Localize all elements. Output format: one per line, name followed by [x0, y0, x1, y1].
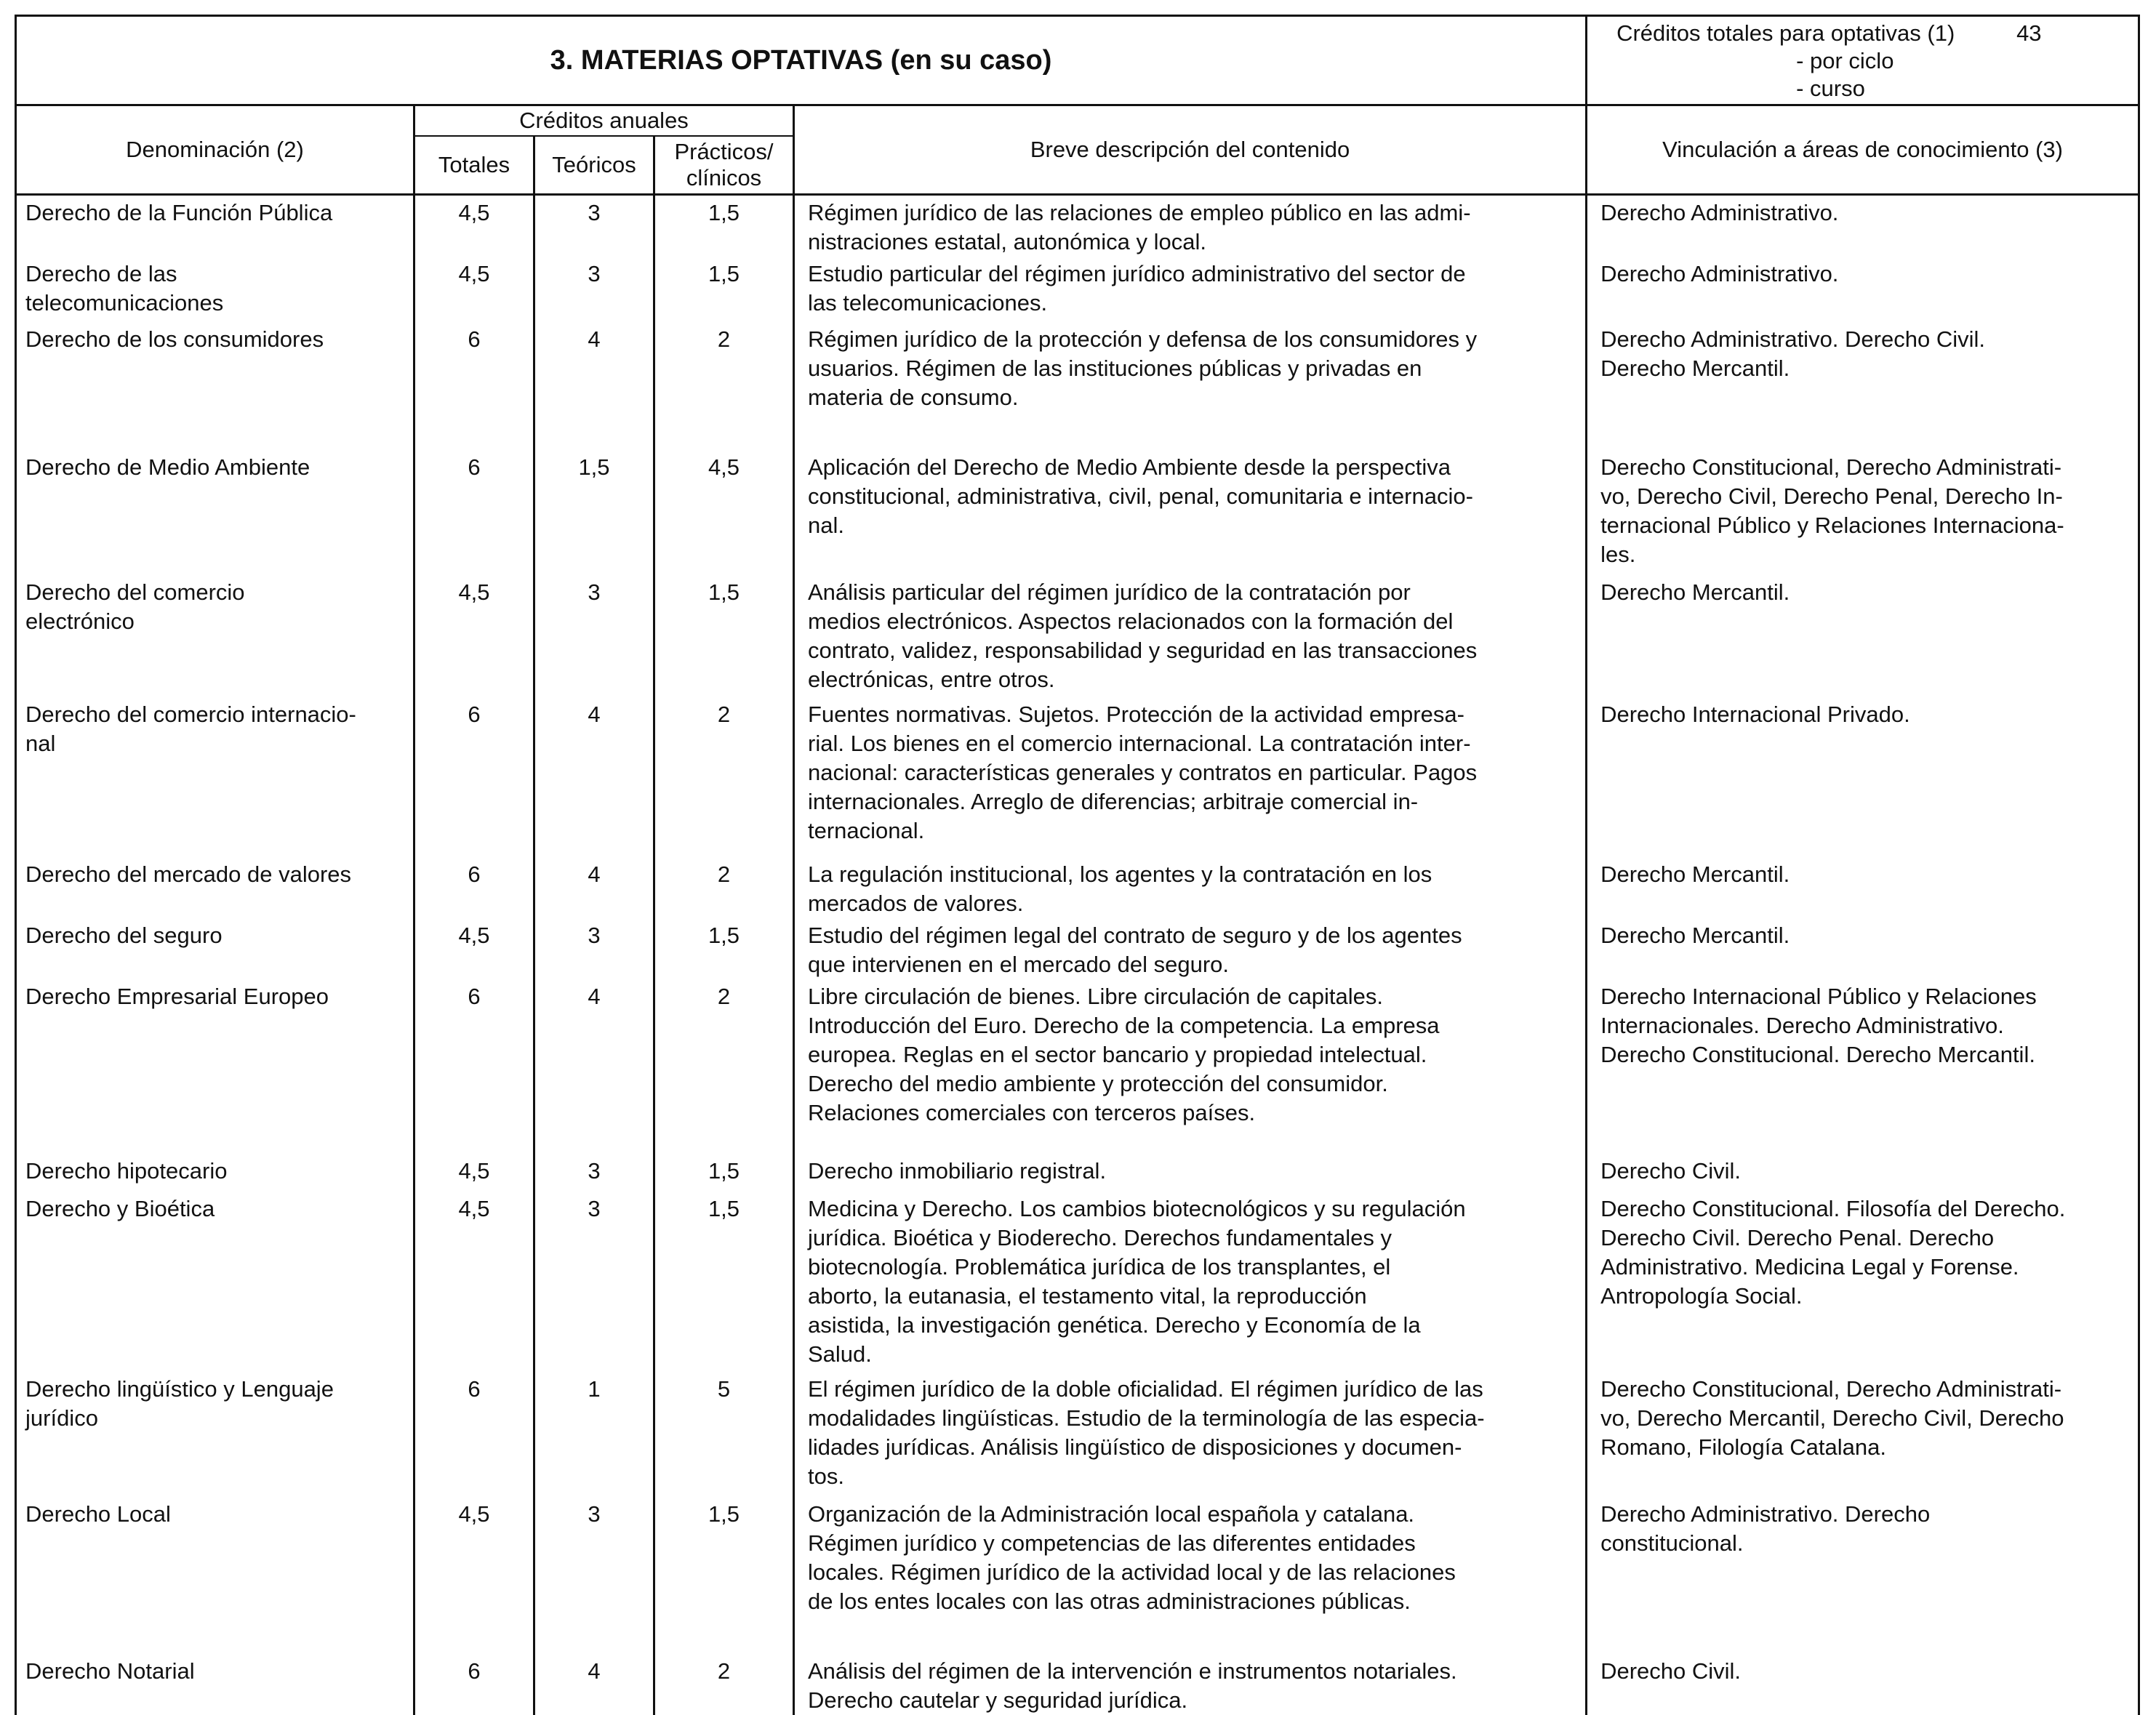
row-creditos-teoricos: 3: [535, 921, 653, 950]
row-creditos-practicos: 2: [655, 700, 793, 729]
row-descripcion: Organización de la Administración local española y catalana. Régimen jurídico y competencias de las diferentes entidades locales. Régimen jurídico de la actividad local y de las relaciones de los entes locales con las otras administraciones públicas.: [808, 1500, 1575, 1616]
table-row: [16, 697, 2139, 857]
row-creditos-practicos: 1,5: [655, 578, 793, 607]
table-row: [16, 1192, 2139, 1372]
row-vinculacion: Derecho Mercantil.: [1600, 921, 2131, 950]
row-descripcion: Medicina y Derecho. Los cambios biotecnológicos y su regulación jurídica. Bioética y Bioderecho. Derechos fundamentales y biotecnología. Problemática jurídica de los transplantes, el aborto, la eutanasia, el testamento vital, la reproducción asistida, la investigación genética. Derecho y Economía de la Salud.: [808, 1194, 1575, 1369]
row-descripcion: Análisis particular del régimen jurídico de la contratación por medios electrónicos. Aspectos relacionados con la formación del contrato, validez, responsabilidad y seguridad en las transacciones electrónicas, entre otros.: [808, 578, 1575, 694]
curso-label: - curso: [1587, 75, 2138, 103]
table-row: [16, 450, 2139, 575]
row-creditos-totales: 6: [415, 860, 533, 889]
row-creditos-teoricos: 3: [535, 578, 653, 607]
document-page: [15, 15, 2138, 1715]
row-creditos-totales: 4,5: [415, 1157, 533, 1186]
table-row: [16, 857, 2139, 918]
row-denominacion: Derecho del comercio electrónico: [25, 578, 413, 636]
row-creditos-teoricos: 4: [535, 860, 653, 889]
col-header-denominacion: Denominación (2): [16, 105, 414, 195]
row-denominacion: Derecho Notarial: [25, 1657, 413, 1686]
row-descripcion: Libre circulación de bienes. Libre circulación de capitales. Introducción del Euro. Derecho de la competencia. La empresa europea. Reglas en el sector bancario y propiedad intelectual. Derecho del medio ambiente y protección del consumidor. Relaciones comerciales con terceros países.: [808, 982, 1575, 1128]
row-descripcion: Análisis del régimen de la intervención e instrumentos notariales. Derecho cautelar y seguridad jurídica.: [808, 1657, 1575, 1715]
row-creditos-teoricos: 3: [535, 198, 653, 228]
table-row: [16, 322, 2139, 450]
row-descripcion: Régimen jurídico de la protección y defensa de los consumidores y usuarios. Régimen de las instituciones públicas y privadas en materia de consumo.: [808, 325, 1575, 412]
title-row: [16, 16, 2139, 105]
row-denominacion: Derecho de la Función Pública: [25, 198, 413, 228]
col-header-teoricos: Teóricos: [534, 136, 654, 195]
col-header-vinculacion: Vinculación a áreas de conocimiento (3): [1587, 105, 2139, 195]
row-denominacion: Derecho del comercio internacio- nal: [25, 700, 413, 758]
table-row: [16, 1372, 2139, 1497]
row-creditos-teoricos: 1: [535, 1375, 653, 1404]
row-creditos-totales: 6: [415, 982, 533, 1011]
row-denominacion: Derecho lingüístico y Lenguaje jurídico: [25, 1375, 413, 1433]
row-descripcion: Estudio particular del régimen jurídico administrativo del sector de las telecomunicaciones.: [808, 260, 1575, 318]
row-vinculacion: Derecho Civil.: [1600, 1657, 2131, 1686]
col-header-practicos: Prácticos/ clínicos: [654, 136, 794, 195]
row-vinculacion: Derecho Internacional Privado.: [1600, 700, 2131, 729]
row-creditos-practicos: 5: [655, 1375, 793, 1404]
row-vinculacion: Derecho Constitucional, Derecho Administrati- vo, Derecho Mercantil, Derecho Civil, Derecho Romano, Filología Catalana.: [1600, 1375, 2131, 1462]
row-creditos-practicos: 1,5: [655, 198, 793, 228]
creditos-totales-label: Créditos totales para optativas (1): [1616, 20, 1955, 46]
table-row: [16, 979, 2139, 1154]
table-body: [16, 195, 2139, 1715]
row-vinculacion: Derecho Administrativo.: [1600, 198, 2131, 228]
row-denominacion: Derecho y Bioética: [25, 1194, 413, 1224]
row-creditos-practicos: 1,5: [655, 260, 793, 289]
header-row-top: [16, 105, 2139, 137]
row-vinculacion: Derecho Administrativo.: [1600, 260, 2131, 289]
row-creditos-practicos: 1,5: [655, 1157, 793, 1186]
row-descripcion: Estudio del régimen legal del contrato de seguro y de los agentes que intervienen en el mercado del seguro.: [808, 921, 1575, 979]
row-creditos-totales: 4,5: [415, 1500, 533, 1529]
row-creditos-teoricos: 4: [535, 982, 653, 1011]
row-creditos-totales: 6: [415, 1657, 533, 1686]
row-creditos-practicos: 2: [655, 860, 793, 889]
row-creditos-practicos: 1,5: [655, 1194, 793, 1224]
row-creditos-totales: 6: [415, 700, 533, 729]
row-denominacion: Derecho Empresarial Europeo: [25, 982, 413, 1011]
row-creditos-teoricos: 3: [535, 260, 653, 289]
row-descripcion: Fuentes normativas. Sujetos. Protección de la actividad empresa- rial. Los bienes en el comercio internacional. La contratación inter- nacional: características generales y contratos en particular. Pagos internacionales. Arreglo de diferencias; arbitraje comercial in- ternacional.: [808, 700, 1575, 846]
table-row: [16, 195, 2139, 257]
table-row: [16, 1654, 2139, 1715]
row-vinculacion: Derecho Constitucional. Filosofía del Derecho. Derecho Civil. Derecho Penal. Derecho Administrativo. Medicina Legal y Forense. Antropología Social.: [1600, 1194, 2131, 1311]
table-row: [16, 1497, 2139, 1654]
col-header-descripcion: Breve descripción del contenido: [794, 105, 1587, 195]
row-denominacion: Derecho de las telecomunicaciones: [25, 260, 413, 318]
row-creditos-totales: 4,5: [415, 1194, 533, 1224]
por-ciclo-label: - por ciclo: [1587, 47, 2138, 75]
row-denominacion: Derecho de Medio Ambiente: [25, 453, 413, 482]
row-creditos-totales: 6: [415, 325, 533, 354]
row-creditos-teoricos: 4: [535, 700, 653, 729]
row-creditos-teoricos: 3: [535, 1194, 653, 1224]
row-vinculacion: Derecho Internacional Público y Relaciones Internacionales. Derecho Administrativo. Derecho Constitucional. Derecho Mercantil.: [1600, 982, 2131, 1069]
row-vinculacion: Derecho Civil.: [1600, 1157, 2131, 1186]
row-descripcion: Derecho inmobiliario registral.: [808, 1157, 1575, 1186]
row-vinculacion: Derecho Mercantil.: [1600, 860, 2131, 889]
row-denominacion: Derecho Local: [25, 1500, 413, 1529]
row-creditos-totales: 4,5: [415, 921, 533, 950]
row-vinculacion: Derecho Constitucional, Derecho Administrati- vo, Derecho Civil, Derecho Penal, Derecho In- ternacional Público y Relaciones Internaciona- les.: [1600, 453, 2131, 569]
row-creditos-teoricos: 4: [535, 1657, 653, 1686]
table-row: [16, 575, 2139, 697]
row-creditos-totales: 4,5: [415, 198, 533, 228]
row-vinculacion: Derecho Mercantil.: [1600, 578, 2131, 607]
materias-optativas-table: [15, 15, 2140, 1715]
row-vinculacion: Derecho Administrativo. Derecho constitucional.: [1600, 1500, 2131, 1558]
row-creditos-practicos: 4,5: [655, 453, 793, 482]
row-descripcion: Régimen jurídico de las relaciones de empleo público en las admi- nistraciones estatal, autonómica y local.: [808, 198, 1575, 257]
table-row: [16, 1154, 2139, 1192]
row-vinculacion: Derecho Administrativo. Derecho Civil. Derecho Mercantil.: [1600, 325, 2131, 383]
row-creditos-practicos: 2: [655, 982, 793, 1011]
row-descripcion: Aplicación del Derecho de Medio Ambiente desde la perspectiva constitucional, administrativa, civil, penal, comunitaria e internacio- nal.: [808, 453, 1575, 540]
row-denominacion: Derecho hipotecario: [25, 1157, 413, 1186]
row-creditos-practicos: 1,5: [655, 921, 793, 950]
creditos-totales-box: [1587, 16, 2139, 105]
table-row: [16, 918, 2139, 979]
creditos-totales-value: 43: [2016, 20, 2041, 47]
row-descripcion: El régimen jurídico de la doble oficialidad. El régimen jurídico de las modalidades lingüísticas. Estudio de la terminología de las especia- lidades jurídicas. Análisis lingüístico de disposiciones y documen- tos.: [808, 1375, 1575, 1491]
row-creditos-teoricos: 1,5: [535, 453, 653, 482]
row-creditos-teoricos: 4: [535, 325, 653, 354]
row-denominacion: Derecho del mercado de valores: [25, 860, 413, 889]
row-denominacion: Derecho del seguro: [25, 921, 413, 950]
row-descripcion: La regulación institucional, los agentes y la contratación en los mercados de valores.: [808, 860, 1575, 918]
row-creditos-totales: 4,5: [415, 578, 533, 607]
row-denominacion: Derecho de los consumidores: [25, 325, 413, 354]
row-creditos-practicos: 1,5: [655, 1500, 793, 1529]
col-header-creditos-anuales: Créditos anuales: [414, 105, 794, 137]
table-row: [16, 257, 2139, 322]
row-creditos-totales: 6: [415, 453, 533, 482]
row-creditos-practicos: 2: [655, 1657, 793, 1686]
section-title: 3. MATERIAS OPTATIVAS (en su caso): [16, 16, 1587, 105]
col-header-totales: Totales: [414, 136, 534, 195]
row-creditos-teoricos: 3: [535, 1500, 653, 1529]
row-creditos-practicos: 2: [655, 325, 793, 354]
row-creditos-teoricos: 3: [535, 1157, 653, 1186]
row-creditos-totales: 6: [415, 1375, 533, 1404]
row-creditos-totales: 4,5: [415, 260, 533, 289]
